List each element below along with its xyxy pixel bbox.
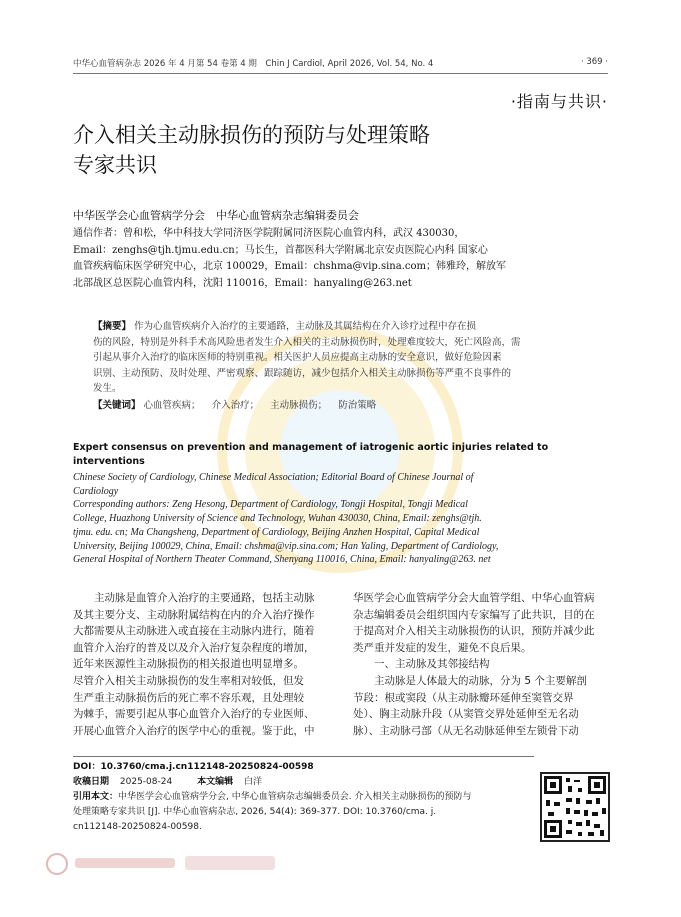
keywords-label: 【关键词】: [93, 399, 141, 411]
column-tag: ·指南与共识·: [510, 92, 608, 111]
body-line: 华医学会心血管病学分会大血管学组、中华心血管病: [353, 592, 595, 604]
section-heading: 一、主动脉及其邻接结构: [374, 658, 490, 671]
author-list: 中华医学会心血管病学分会 中华心血管病杂志编辑委员会: [73, 209, 359, 222]
body-line: 脉）、主动脉弓部（从无名动脉延伸至左锁骨下动: [353, 724, 579, 737]
keyword: 主动脉损伤；: [270, 399, 328, 411]
body-line: 尽管介入相关主动脉损伤的发生率相对较低，但发: [73, 674, 304, 687]
received-date: 2025-08-24: [119, 777, 173, 787]
body-line: 杂志编辑委员会组织国内专家编写了此共识，目的在: [353, 608, 595, 621]
abstract-line: 发生。: [93, 383, 122, 394]
abstract: [93, 319, 610, 413]
citation-line: 中华医学会心血管病学分会, 中华心血管病杂志编辑委员会. 介入相关主动脉损伤的预防与: [118, 792, 472, 802]
qr-code-icon[interactable]: [540, 772, 610, 842]
article-title: [73, 120, 593, 180]
body-line: 大都需要从主动脉进入或直接在主动脉内进行，随着: [73, 625, 315, 638]
body-line: 近年来医源性主动脉损伤的相关报道也明显增多。: [73, 658, 304, 671]
english-line: Corresponding authors: Zeng Hesong, Department of Cardiology, Tongji Hospital, Tongji Medical: [73, 499, 468, 511]
body-line: 主动脉是人体最大的动脉，分为 5 个主要解剖: [374, 674, 587, 687]
title-line: 介入相关主动脉损伤的预防与处理策略: [73, 123, 430, 147]
abstract-line: 作为心血管疾病介入治疗的主要通路，主动脉及其属结构在介入诊疗过程中存在损: [134, 321, 477, 332]
editor-label: 本文编辑: [197, 777, 234, 787]
footer-info: [73, 760, 534, 835]
keyword: 介入治疗；: [211, 399, 260, 411]
received-label: 收稿日期: [73, 777, 110, 787]
abstract-line: 伤的风险，特别是外科手术高风险患者发生介入相关的主动脉损伤时，处理难度较大，死亡风险高，需: [93, 336, 521, 348]
body-line: 及其主要分支、主动脉附属结构在内的介入治疗操作: [73, 608, 315, 621]
english-line: tjmu. edu. cn; Ma Changsheng, Department of Cardiology, Beijing Anzhen Hospital, Capital Medical: [73, 526, 480, 538]
citation-line: 处理策略专家共识 [J]. 中华心血管病杂志, 2026, 54(4): 369-377. DOI: 10.3760/cma. j.: [73, 807, 437, 817]
affiliation-line: Email：zenghs@tjh.tjmu.edu.cn；马长生，首都医科大学附属北京安贞医院心内科 国家心: [73, 244, 488, 256]
affiliation-line: 血管疾病临床医学研究中心，北京 100029，Email：chshma@vip.sina.com；韩雅玲，解放军: [73, 261, 506, 272]
header-divider: [73, 73, 608, 74]
english-line: University, Beijing 100029, China, Email: chshma@vip.sina.com; Han Yaling, Department of Cardiology,: [73, 540, 499, 552]
running-header: 中华心血管病杂志 2026 年 4 月第 54 卷第 4 期 Chin J Cardiol, April 2026, Vol. 54, No. 4: [73, 59, 434, 69]
english-title: [73, 441, 607, 469]
body-right-column: [353, 590, 611, 739]
english-line: Cardiology: [73, 485, 119, 497]
body-line: 为棘手，需要引起从事心血管介入治疗的专业医师、: [73, 708, 315, 721]
affiliation-line: 北部战区总医院心血管内科，沈阳 110016，Email：hanyaling@263.net: [73, 277, 412, 289]
body-line: 开展心血管介入治疗的医学中心的重视。鉴于此，中: [73, 724, 315, 737]
footer-divider: [73, 756, 534, 757]
body-line: 处）、胸主动脉升段（从窦管交界处延伸至无名动: [353, 708, 579, 721]
english-line: College, Huazhong University of Science and Technology, Wuhan 430030, China, Email: zenghs@tjh.: [73, 513, 482, 525]
english-affiliation: [73, 471, 607, 567]
english-line: General Hospital of Northern Theater Command, Shenyang 110016, China, Email: hanyaling@263. net: [73, 554, 491, 566]
body-line: 血管介入治疗的普及以及介入治疗复杂程度的增加，: [73, 641, 315, 654]
body-line: 于提高对介入相关主动脉损伤的认识，预防并减少此: [353, 625, 595, 638]
citation-line: cn112148-20250824-00598.: [73, 822, 202, 832]
english-line: Chinese Society of Cardiology, Chinese Medical Association; Editorial Board of Chinese Journal of: [73, 472, 474, 483]
abstract-line: 识别、主动预防、及时处理、严密观察、跟踪随访，减少包括介入相关主动脉损伤等严重不良事件的: [93, 367, 512, 379]
affiliation-line: 通信作者：曾和松，华中科技大学同济医学院附属同济医院心血管内科，武汉 430030，: [73, 228, 465, 239]
body-line: 节段：根或窦段（从主动脉瓣环延伸至窦管交界: [353, 691, 574, 704]
affiliation: [73, 226, 607, 292]
english-title-line: Expert consensus on prevention and management of iatrogenic aortic injuries related to: [73, 442, 549, 453]
editor-name: 白洋: [243, 777, 262, 787]
keyword: 防治策略: [338, 399, 377, 411]
english-title-line: interventions: [73, 456, 145, 467]
body-line: 生严重主动脉损伤后的死亡率不容乐观，且处理较: [73, 691, 304, 704]
abstract-label: 【摘要】: [93, 321, 132, 332]
keyword: 心血管疾病；: [143, 399, 201, 411]
page-number: · 369 ·: [580, 57, 608, 67]
doi: DOI：10.3760/cma.j.cn112148-20250824-00598: [73, 762, 314, 772]
title-line: 专家共识: [73, 153, 157, 177]
body-line: 主动脉是血管介入治疗的主要通路，包括主动脉: [94, 592, 315, 604]
journal-logo-icon: [45, 850, 285, 878]
abstract-line: 引起从事介入治疗的临床医师的特别重视。相关医护人员应提高主动脉的安全意识，做好危险因素: [93, 352, 502, 363]
cite-label: 引用本文：: [73, 792, 119, 802]
body-left-column: [73, 590, 331, 739]
body-line: 类严重并发症的发生，避免不良后果。: [353, 641, 532, 654]
